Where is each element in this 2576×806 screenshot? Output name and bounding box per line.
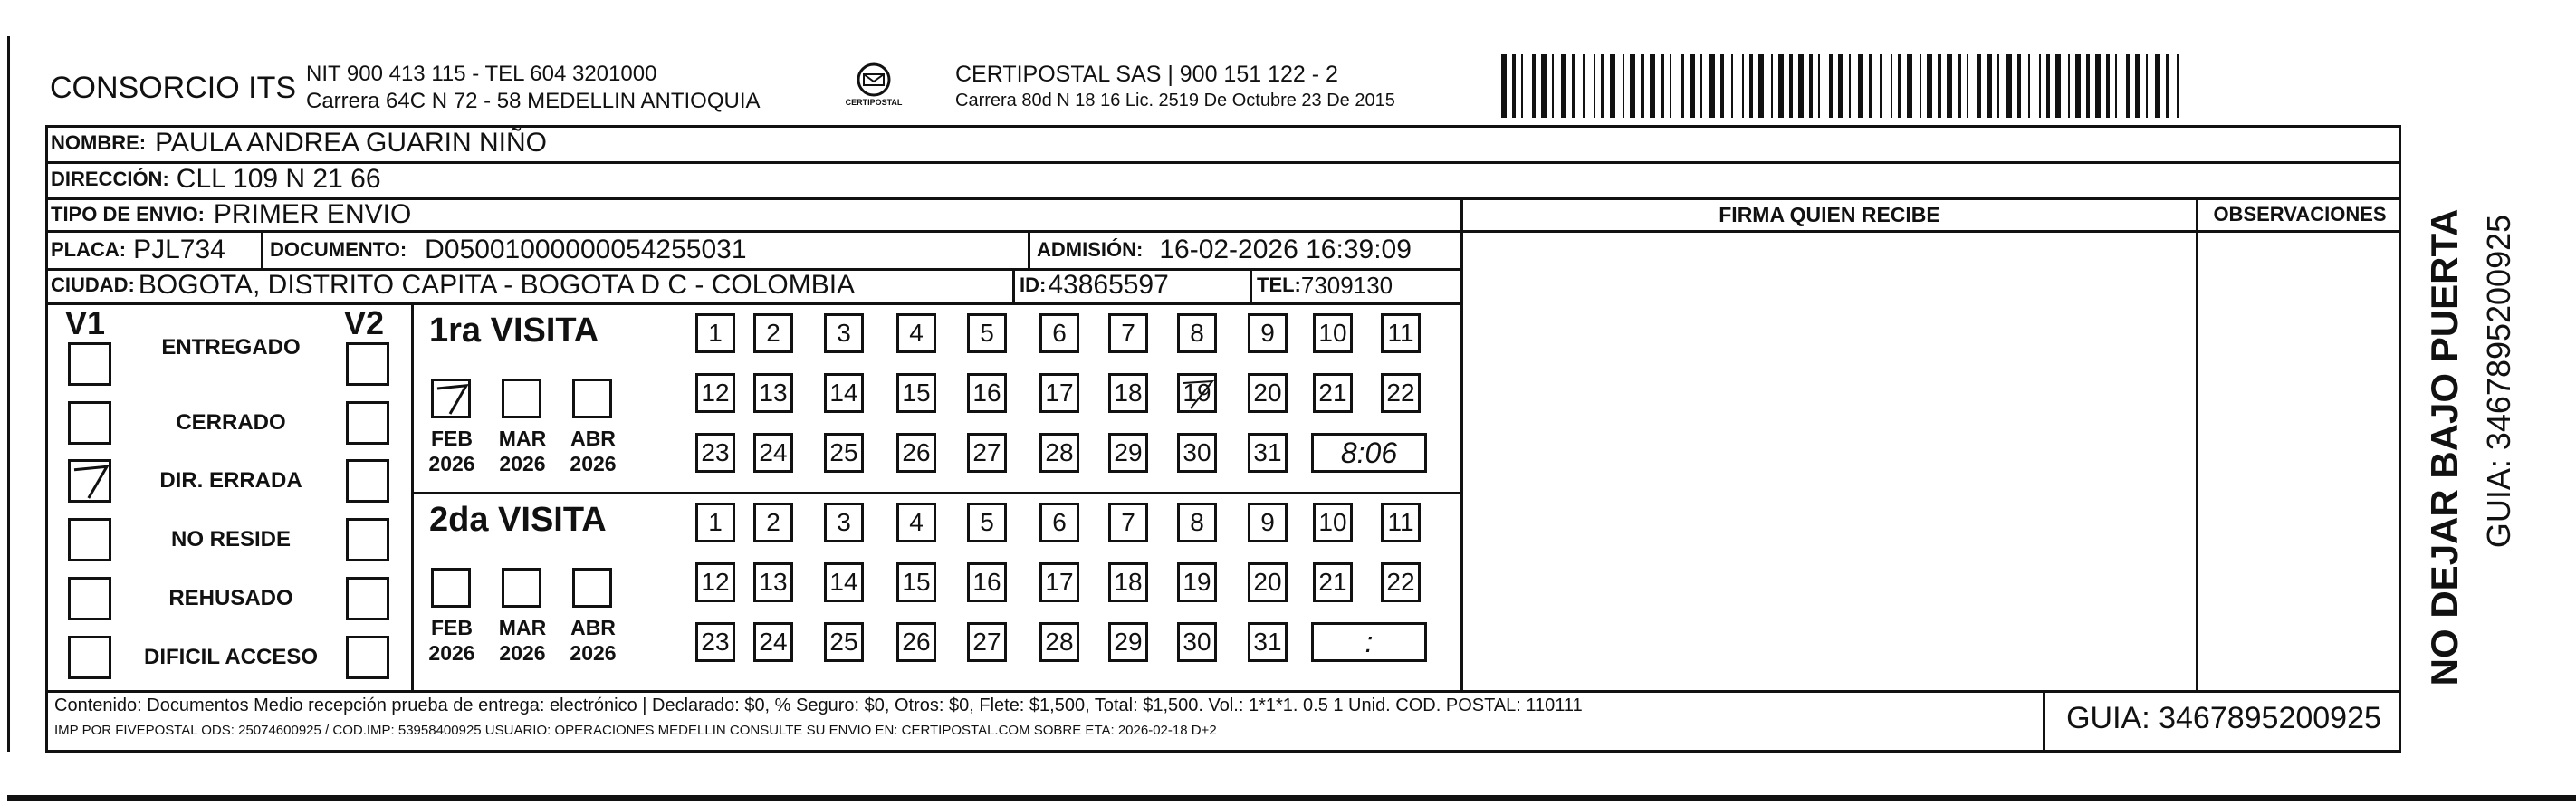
barcode-bar bbox=[1898, 54, 1901, 118]
month-name: ABR bbox=[570, 616, 616, 639]
barcode-bar bbox=[2095, 54, 2101, 118]
admission-sep bbox=[1028, 230, 1030, 268]
barcode-bar bbox=[2017, 54, 2021, 118]
day-box[interactable]: 4 bbox=[896, 313, 936, 353]
day-box[interactable]: 6 bbox=[1039, 313, 1079, 353]
barcode-bar bbox=[2028, 54, 2030, 118]
barcode-bar bbox=[1572, 54, 1575, 118]
day-box[interactable]: 5 bbox=[967, 313, 1007, 353]
barcode-bar bbox=[1997, 54, 1999, 118]
day-box[interactable]: 13 bbox=[753, 373, 793, 413]
v2-checkbox[interactable] bbox=[346, 577, 389, 620]
month-label bbox=[420, 615, 484, 666]
day-box[interactable]: 23 bbox=[695, 622, 735, 662]
row-line bbox=[45, 161, 2401, 164]
barcode-bar bbox=[2115, 54, 2117, 118]
barcode-bar bbox=[1541, 54, 1547, 118]
plate-value: PJL734 bbox=[133, 235, 225, 264]
checkmark-icon bbox=[71, 462, 110, 502]
barcode-bar bbox=[2039, 54, 2041, 118]
month-label bbox=[420, 426, 484, 476]
day-box[interactable]: 7 bbox=[1108, 313, 1148, 353]
barcode-bar bbox=[2075, 54, 2081, 118]
month-label bbox=[491, 615, 554, 666]
address-value: CLL 109 N 21 66 bbox=[176, 164, 381, 194]
barcode-bar bbox=[2086, 54, 2090, 118]
row-line bbox=[45, 690, 2401, 693]
barcode-bar bbox=[1838, 54, 1843, 118]
footer-content: Contenido: Documentos Medio recepción prueba de entrega: electrónico | Declarado: $0, % Seguro: $0, Otros: $0, Flete: $1,500, Total: $1,500. Vol.: 1*1*1. 0.5 1 Unid. COD. POSTAL: 110111 bbox=[54, 696, 1583, 715]
document-value: D05001000000054255031 bbox=[425, 235, 747, 264]
day-box[interactable]: 16 bbox=[967, 373, 1007, 413]
barcode-bar bbox=[1521, 54, 1523, 118]
day-box[interactable]: 26 bbox=[896, 433, 936, 473]
barcode-bar bbox=[2166, 54, 2169, 118]
address-label: DIRECCIÓN: bbox=[51, 168, 169, 190]
city-cell bbox=[51, 268, 855, 302]
month-name: ABR bbox=[570, 427, 616, 450]
name-row bbox=[51, 125, 547, 161]
visit-title: 1ra VISITA bbox=[429, 312, 599, 350]
day-box[interactable]: 11 bbox=[1381, 313, 1421, 353]
day-value: 19 bbox=[1183, 379, 1211, 407]
footer-guia: GUIA: 3467895200925 bbox=[2066, 701, 2381, 735]
day-box[interactable]: 2 bbox=[753, 313, 793, 353]
carrier-address: Carrera 80d N 18 16 Lic. 2519 De Octubre 23 De 2015 bbox=[955, 91, 1395, 110]
barcode bbox=[1501, 54, 2182, 118]
barcode-bar bbox=[1758, 54, 1764, 118]
day-box[interactable]: 5 bbox=[967, 503, 1007, 542]
day-box[interactable]: 28 bbox=[1039, 433, 1079, 473]
barcode-bar bbox=[1681, 54, 1684, 118]
month-checkbox[interactable] bbox=[572, 379, 612, 418]
month-year: 2026 bbox=[428, 452, 475, 475]
barcode-bar bbox=[1789, 54, 1793, 118]
month-checkbox[interactable] bbox=[572, 568, 612, 608]
day-box[interactable]: 22 bbox=[1381, 562, 1421, 602]
month-checkbox[interactable] bbox=[502, 379, 541, 418]
barcode-bar bbox=[2135, 54, 2140, 118]
barcode-bar bbox=[1869, 54, 1872, 118]
day-box[interactable]: 31 bbox=[1248, 433, 1288, 473]
placa-cell bbox=[51, 232, 225, 268]
day-box[interactable]: 10 bbox=[1313, 313, 1353, 353]
day-box[interactable]: 24 bbox=[753, 622, 793, 662]
month-checkbox[interactable] bbox=[431, 379, 471, 418]
barcode-bar bbox=[1891, 54, 1892, 118]
barcode-bar bbox=[1920, 54, 1921, 118]
time-box[interactable]: 8:06 bbox=[1311, 433, 1427, 473]
day-box[interactable]: 2 bbox=[753, 503, 793, 542]
day-box[interactable]: 12 bbox=[695, 562, 735, 602]
day-box[interactable]: 6 bbox=[1039, 503, 1079, 542]
day-box[interactable]: 28 bbox=[1039, 622, 1079, 662]
v2-checkbox[interactable] bbox=[346, 459, 389, 503]
signature-col-line bbox=[1460, 197, 1463, 692]
status-option-label: REHUSADO bbox=[168, 586, 293, 610]
barcode-bar bbox=[1907, 54, 1912, 118]
id-sep bbox=[1012, 268, 1015, 302]
barcode-bar bbox=[1501, 54, 1507, 118]
day-box[interactable]: 3 bbox=[824, 313, 864, 353]
day-box[interactable]: 8 bbox=[1177, 313, 1217, 353]
side-guia: GUIA: 3467895200925 bbox=[2480, 214, 2517, 549]
day-box[interactable]: 14 bbox=[824, 373, 864, 413]
month-name: MAR bbox=[498, 427, 547, 450]
day-box[interactable]: 15 bbox=[896, 562, 936, 602]
tel-label: TEL: bbox=[1257, 273, 1301, 296]
barcode-bar bbox=[1967, 54, 1968, 118]
barcode-bar bbox=[1742, 54, 1744, 118]
time-box[interactable]: : bbox=[1311, 622, 1427, 662]
barcode-bar bbox=[1709, 54, 1715, 118]
day-box[interactable]: 9 bbox=[1248, 503, 1288, 542]
v2-checkbox[interactable] bbox=[346, 401, 389, 445]
barcode-bar bbox=[1938, 54, 1941, 118]
day-box[interactable]: 17 bbox=[1039, 373, 1079, 413]
barcode-bar bbox=[1650, 54, 1655, 118]
barcode-bar bbox=[2046, 54, 2050, 118]
v1-checkbox[interactable] bbox=[68, 636, 111, 679]
barcode-bar bbox=[1927, 54, 1932, 118]
left-frame-line bbox=[7, 36, 10, 752]
status-option-label: CERRADO bbox=[176, 410, 286, 435]
month-label bbox=[561, 615, 625, 666]
logo-text: CERTIPOSTAL bbox=[845, 98, 903, 107]
signature-header: FIRMA QUIEN RECIBE bbox=[1719, 203, 1940, 226]
barcode-bar bbox=[1700, 54, 1702, 118]
barcode-bar bbox=[1818, 54, 1820, 118]
day-box[interactable]: 11 bbox=[1381, 503, 1421, 542]
day-box[interactable]: 18 bbox=[1108, 562, 1148, 602]
ship-type-label: TIPO DE ENVIO: bbox=[51, 203, 205, 225]
footer-imp: IMP POR FIVEPOSTAL ODS: 25074600925 / COD.IMP: 53958400925 USUARIO: OPERACIONES MEDELLIN CONSULTE SU ENVIO EN: CERTIPOSTAL.COM SOBRE ETA: 2026-02-18 D+2 bbox=[54, 723, 1217, 738]
barcode-bar bbox=[1958, 54, 1961, 118]
barcode-bar bbox=[1583, 54, 1585, 118]
placa-sep bbox=[261, 230, 263, 268]
footer-guia-sep bbox=[2043, 690, 2045, 753]
barcode-bar bbox=[1630, 54, 1635, 118]
barcode-bar bbox=[2055, 54, 2061, 118]
day-box[interactable]: 10 bbox=[1313, 503, 1353, 542]
day-box[interactable]: 16 bbox=[967, 562, 1007, 602]
row-line bbox=[411, 492, 1463, 494]
month-name: FEB bbox=[431, 427, 473, 450]
status-option-label: NO RESIDE bbox=[170, 527, 292, 552]
barcode-bar bbox=[1809, 54, 1813, 118]
barcode-bar bbox=[1987, 54, 1992, 118]
barcode-bar bbox=[2155, 54, 2160, 118]
day-box[interactable]: 26 bbox=[896, 622, 936, 662]
barcode-bar bbox=[1532, 54, 1536, 118]
strike-icon bbox=[1180, 376, 1216, 412]
barcode-bar bbox=[1749, 54, 1753, 118]
bottom-frame-line bbox=[7, 795, 2576, 801]
barcode-bar bbox=[2177, 54, 2179, 118]
barcode-bar bbox=[2146, 54, 2148, 118]
day-box[interactable]: 9 bbox=[1248, 313, 1288, 353]
carrier-name: CERTIPOSTAL SAS | 900 151 122 - 2 bbox=[955, 62, 1338, 87]
barcode-bar bbox=[1690, 54, 1695, 118]
tel-sep bbox=[1250, 268, 1252, 302]
admission-label: ADMISIÓN: bbox=[1037, 238, 1144, 261]
month-label bbox=[561, 426, 625, 476]
day-box[interactable]: 29 bbox=[1108, 622, 1148, 662]
barcode-bar bbox=[1880, 54, 1882, 118]
v1-checkbox[interactable] bbox=[68, 459, 111, 503]
day-box[interactable]: 20 bbox=[1248, 562, 1288, 602]
barcode-bar bbox=[1798, 54, 1804, 118]
tel-value: 7309130 bbox=[1300, 271, 1393, 299]
barcode-bar bbox=[1849, 54, 1851, 118]
document-cell bbox=[270, 232, 747, 268]
barcode-bar bbox=[2006, 54, 2012, 118]
month-checkbox[interactable] bbox=[431, 568, 471, 608]
name-value: PAULA ANDREA GUARIN NIÑO bbox=[155, 128, 547, 158]
barcode-bar bbox=[1977, 54, 1981, 118]
month-name: MAR bbox=[498, 616, 547, 639]
name-label: NOMBRE: bbox=[51, 131, 147, 154]
day-box[interactable]: 21 bbox=[1313, 373, 1353, 413]
day-box[interactable]: 14 bbox=[824, 562, 864, 602]
v1-checkbox[interactable] bbox=[68, 577, 111, 620]
day-box[interactable]: 15 bbox=[896, 373, 936, 413]
day-box[interactable]: 27 bbox=[967, 433, 1007, 473]
day-box[interactable]: 8 bbox=[1177, 503, 1217, 542]
status-col-line bbox=[411, 302, 414, 692]
side-title: NO DEJAR BAJO PUERTA bbox=[2423, 208, 2466, 686]
v2-checkbox[interactable] bbox=[346, 342, 389, 386]
barcode-bar bbox=[1829, 54, 1833, 118]
v2-checkbox[interactable] bbox=[346, 518, 389, 561]
month-year: 2026 bbox=[428, 641, 475, 665]
barcode-bar bbox=[1601, 54, 1604, 118]
day-box[interactable]: 1 bbox=[695, 503, 735, 542]
day-box[interactable]: 25 bbox=[824, 622, 864, 662]
id-label: ID: bbox=[1020, 273, 1047, 296]
month-year: 2026 bbox=[499, 641, 546, 665]
day-box[interactable]: 21 bbox=[1313, 562, 1353, 602]
day-box[interactable]: 30 bbox=[1177, 433, 1217, 473]
barcode-bar bbox=[2068, 54, 2070, 118]
barcode-bar bbox=[1610, 54, 1615, 118]
barcode-bar bbox=[1858, 54, 1863, 118]
barcode-bar bbox=[1771, 54, 1773, 118]
day-box[interactable]: 29 bbox=[1108, 433, 1148, 473]
plate-label: PLACA: bbox=[51, 238, 127, 261]
barcode-bar bbox=[1947, 54, 1952, 118]
month-label bbox=[491, 426, 554, 476]
status-option-label: DIFICIL ACCESO bbox=[143, 645, 318, 669]
day-box[interactable] bbox=[1177, 373, 1217, 413]
v1-checkbox[interactable] bbox=[68, 342, 111, 386]
barcode-bar bbox=[2126, 54, 2130, 118]
barcode-bar bbox=[1623, 54, 1624, 118]
barcode-bar bbox=[1512, 54, 1516, 118]
day-box[interactable]: 13 bbox=[753, 562, 793, 602]
barcode-bar bbox=[1561, 54, 1566, 118]
company-address: Carrera 64C N 72 - 58 MEDELLIN ANTIOQUIA bbox=[306, 89, 761, 113]
month-checkbox[interactable] bbox=[502, 568, 541, 608]
checkmark-icon bbox=[434, 381, 470, 417]
day-box[interactable]: 22 bbox=[1381, 373, 1421, 413]
company-name: CONSORCIO ITS bbox=[50, 71, 297, 105]
ship-type-value: PRIMER ENVIO bbox=[213, 199, 412, 229]
month-year: 2026 bbox=[570, 641, 617, 665]
day-box[interactable]: 18 bbox=[1108, 373, 1148, 413]
day-box[interactable]: 1 bbox=[695, 313, 735, 353]
v1-header: V1 bbox=[65, 304, 106, 341]
barcode-bar bbox=[1720, 54, 1724, 118]
observations-col-line bbox=[2196, 197, 2198, 692]
barcode-bar bbox=[1661, 54, 1664, 118]
id-value: 43865597 bbox=[1048, 270, 1169, 300]
address-row bbox=[51, 161, 381, 197]
day-box[interactable]: 3 bbox=[824, 503, 864, 542]
status-option-label: ENTREGADO bbox=[161, 335, 301, 360]
day-box[interactable]: 20 bbox=[1248, 373, 1288, 413]
tel-cell bbox=[1257, 268, 1393, 302]
v2-header: V2 bbox=[344, 304, 385, 341]
certipostal-logo bbox=[842, 60, 905, 114]
barcode-bar bbox=[2106, 54, 2110, 118]
barcode-bar bbox=[1731, 54, 1733, 118]
company-nit-tel: NIT 900 413 115 - TEL 604 3201000 bbox=[306, 62, 657, 86]
barcode-bar bbox=[1552, 54, 1554, 118]
document-label: DOCUMENTO: bbox=[270, 238, 407, 261]
city-label: CIUDAD: bbox=[51, 273, 135, 296]
day-box[interactable]: 7 bbox=[1108, 503, 1148, 542]
barcode-bar bbox=[1641, 54, 1644, 118]
day-box[interactable]: 24 bbox=[753, 433, 793, 473]
month-year: 2026 bbox=[499, 452, 546, 475]
month-name: FEB bbox=[431, 616, 473, 639]
observations-header: OBSERVACIONES bbox=[2213, 203, 2387, 225]
day-box[interactable]: 25 bbox=[824, 433, 864, 473]
row-line bbox=[45, 302, 1463, 305]
admission-cell bbox=[1037, 232, 1412, 268]
day-box[interactable]: 12 bbox=[695, 373, 735, 413]
month-year: 2026 bbox=[570, 452, 617, 475]
day-box[interactable]: 23 bbox=[695, 433, 735, 473]
visit-title: 2da VISITA bbox=[429, 501, 607, 539]
barcode-bar bbox=[1778, 54, 1784, 118]
admission-value: 16-02-2026 16:39:09 bbox=[1159, 235, 1412, 264]
ship-type-row bbox=[51, 197, 411, 232]
day-box[interactable]: 30 bbox=[1177, 622, 1217, 662]
barcode-bar bbox=[1670, 54, 1671, 118]
day-box[interactable]: 17 bbox=[1039, 562, 1079, 602]
v1-checkbox[interactable] bbox=[68, 401, 111, 445]
id-cell bbox=[1020, 268, 1169, 302]
day-box[interactable]: 27 bbox=[967, 622, 1007, 662]
barcode-bar bbox=[1594, 54, 1595, 118]
day-box[interactable]: 19 bbox=[1177, 562, 1217, 602]
v2-checkbox[interactable] bbox=[346, 636, 389, 679]
day-box[interactable]: 4 bbox=[896, 503, 936, 542]
city-value: BOGOTA, DISTRITO CAPITA - BOGOTA D C - COLOMBIA bbox=[138, 270, 856, 300]
status-option-label: DIR. ERRADA bbox=[159, 468, 302, 493]
v1-checkbox[interactable] bbox=[68, 518, 111, 561]
day-box[interactable]: 31 bbox=[1248, 622, 1288, 662]
